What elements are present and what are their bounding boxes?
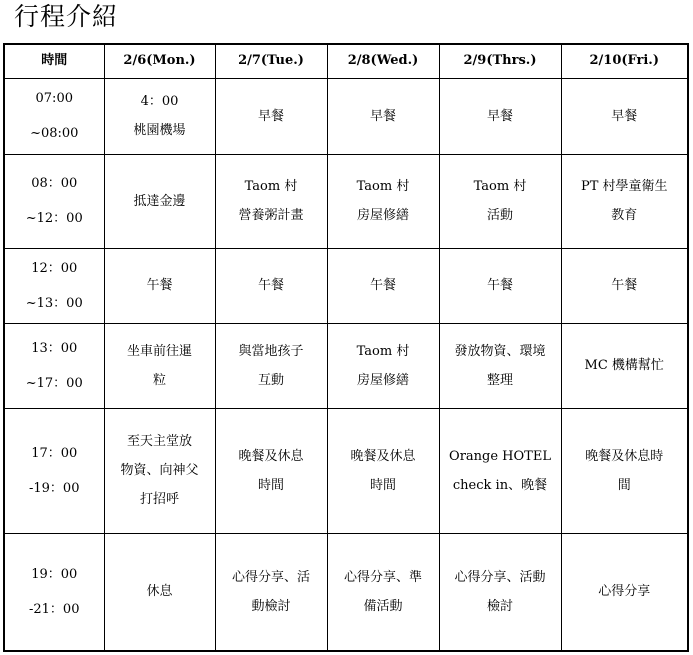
header-day: 2/6(Mon.)	[104, 44, 215, 78]
activity-text: 桃園機場	[133, 123, 186, 138]
time-text: ~12：00	[25, 211, 83, 226]
header-day: 2/10(Fri.)	[561, 44, 688, 78]
header-day: 2/9(Thrs.)	[439, 44, 561, 78]
activity-cell	[439, 248, 561, 323]
activity-cell	[439, 533, 561, 651]
activity-text: 教育	[611, 208, 638, 223]
activity-text: 午餐	[257, 278, 284, 293]
activity-text: 晚餐及休息	[350, 448, 416, 464]
activity-text: 午餐	[369, 278, 396, 293]
activity-text: 心得分享、活動	[454, 569, 546, 585]
activity-text: 房屋修繕	[356, 208, 409, 223]
page-title: 行程介紹	[14, 2, 119, 31]
activity-text: Taom 村	[356, 343, 410, 359]
activity-cell	[104, 78, 215, 154]
activity-text: 營養粥計畫	[238, 208, 304, 223]
activity-text: Taom 村	[244, 179, 298, 194]
activity-cell	[561, 408, 688, 533]
activity-text: 動檢討	[251, 598, 291, 614]
activity-text: 與當地孩子	[238, 343, 304, 359]
activity-cell	[439, 154, 561, 248]
activity-cell	[215, 248, 327, 323]
activity-text: 抵達金邊	[133, 193, 186, 209]
activity-text: 休息	[146, 584, 173, 600]
table-row	[4, 78, 688, 154]
header-day: 2/7(Tue.)	[215, 44, 327, 78]
time-text: -21：00	[29, 601, 80, 617]
activity-cell	[104, 248, 215, 323]
time-text: 13：00	[31, 340, 78, 356]
activity-text: 時間	[257, 477, 284, 493]
activity-text: 早餐	[611, 108, 638, 124]
activity-text: 粒	[152, 372, 166, 388]
activity-text: 早餐	[369, 108, 396, 124]
activity-cell	[215, 154, 327, 248]
activity-text: 早餐	[486, 108, 513, 124]
header-day: 2/8(Wed.)	[327, 44, 439, 78]
activity-text: 物資、向神父	[120, 463, 199, 478]
activity-text: 午餐	[611, 278, 638, 293]
time-cell	[4, 248, 104, 323]
activity-cell	[327, 408, 439, 533]
table-row	[4, 408, 688, 533]
time-text: 17：00	[31, 445, 78, 461]
time-text: ~17：00	[25, 375, 83, 391]
time-text: 08：00	[31, 176, 78, 191]
activity-text: 心得分享、活	[231, 569, 310, 585]
activity-text: 時間	[369, 477, 396, 493]
activity-cell	[104, 323, 215, 408]
activity-text: 午餐	[146, 278, 173, 293]
activity-text: Taom 村	[356, 179, 410, 194]
activity-cell	[327, 323, 439, 408]
activity-text: Orange HOTEL	[449, 448, 551, 464]
activity-cell	[215, 533, 327, 651]
time-cell	[4, 154, 104, 248]
activity-cell	[327, 154, 439, 248]
activity-text: 活動	[486, 208, 513, 223]
activity-text: check in、晚餐	[452, 477, 548, 493]
activity-text: 4：00	[140, 94, 179, 109]
table-row	[4, 533, 688, 651]
activity-text: 檢討	[486, 598, 513, 614]
time-text: ~08:00	[30, 126, 79, 141]
table-row	[4, 323, 688, 408]
activity-cell	[439, 408, 561, 533]
activity-text: 心得分享、準	[343, 569, 422, 585]
activity-cell	[439, 78, 561, 154]
time-cell	[4, 408, 104, 533]
activity-text: 打招呼	[139, 492, 179, 507]
activity-cell	[215, 323, 327, 408]
activity-cell	[561, 248, 688, 323]
activity-text: 發放物資、環境	[454, 343, 546, 359]
activity-text: 心得分享	[598, 584, 651, 600]
time-text: 12：00	[31, 260, 78, 276]
table-row	[4, 154, 688, 248]
activity-cell	[327, 533, 439, 651]
time-text: ~13：00	[25, 295, 83, 311]
activity-cell	[104, 533, 215, 651]
time-cell	[4, 78, 104, 154]
activity-cell	[561, 78, 688, 154]
activity-cell	[327, 248, 439, 323]
activity-text: 晚餐及休息	[238, 448, 304, 464]
activity-text: 至天主堂放	[126, 434, 192, 449]
activity-text: PT 村學童衛生	[580, 179, 668, 194]
activity-cell	[215, 78, 327, 154]
time-cell	[4, 323, 104, 408]
activity-text: 晚餐及休息時	[585, 448, 664, 464]
time-text: 19：00	[31, 566, 78, 582]
activity-text: Taom 村	[473, 179, 527, 194]
activity-cell	[561, 533, 688, 651]
activity-cell	[215, 408, 327, 533]
schedule-table	[3, 43, 689, 652]
activity-text: 互動	[257, 372, 284, 388]
time-text: -19：00	[29, 480, 80, 496]
time-cell	[4, 533, 104, 651]
table-row	[4, 248, 688, 323]
activity-cell	[561, 323, 688, 408]
activity-cell	[327, 78, 439, 154]
activity-text: 坐車前往暹	[126, 343, 192, 359]
activity-cell	[561, 154, 688, 248]
activity-text: 間	[617, 477, 631, 493]
activity-text: 整理	[486, 372, 513, 388]
activity-text: 房屋修繕	[356, 372, 409, 388]
time-text: 07:00	[35, 91, 73, 106]
activity-text: 備活動	[363, 598, 403, 614]
header-time: 時間	[4, 44, 104, 78]
activity-cell	[104, 154, 215, 248]
activity-text: MC 機構幫忙	[584, 358, 664, 373]
activity-text: 早餐	[257, 108, 284, 124]
activity-cell	[439, 323, 561, 408]
activity-text: 午餐	[486, 278, 513, 293]
header-row	[4, 44, 688, 78]
activity-cell	[104, 408, 215, 533]
